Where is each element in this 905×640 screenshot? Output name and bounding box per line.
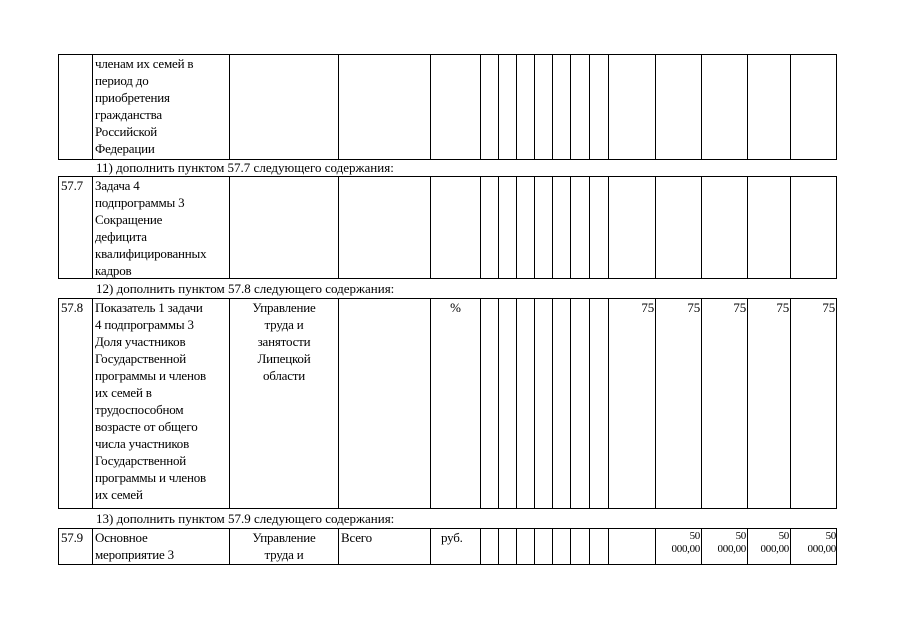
value-cell: 75 xyxy=(733,300,746,315)
table-rule xyxy=(747,176,748,279)
table-rule xyxy=(534,298,535,509)
row-name-cell: Основное мероприятие 3 xyxy=(95,530,174,562)
table-rule xyxy=(747,298,748,509)
table-rule xyxy=(589,298,590,509)
table-rule xyxy=(430,176,431,279)
table-rule xyxy=(790,54,791,160)
table-rule xyxy=(430,528,431,565)
table-rule xyxy=(534,54,535,160)
table-rule xyxy=(498,176,499,279)
executor-cell: Управление труда и xyxy=(252,530,316,562)
table-rule xyxy=(836,176,837,279)
table-rule xyxy=(516,528,517,565)
value-cell: 75 xyxy=(641,300,654,315)
table-rule xyxy=(552,298,553,509)
table-rule xyxy=(58,176,59,279)
row-name-cell: членам их семей в период до приобретения гражданства Российской Федерации xyxy=(95,56,194,156)
table-rule xyxy=(480,528,481,565)
table-rule xyxy=(608,176,609,279)
amendment-note-12: 12) дополнить пунктом 57.8 следующего содержания: xyxy=(96,281,395,296)
amendment-note-11: 11) дополнить пунктом 57.7 следующего содержания: xyxy=(96,160,394,175)
table-rule xyxy=(608,298,609,509)
table-rule xyxy=(229,176,230,279)
table-rule xyxy=(430,298,431,509)
table-rule xyxy=(836,54,837,160)
table-rule xyxy=(516,176,517,279)
value-cell: 75 xyxy=(776,300,789,315)
table-rule xyxy=(516,298,517,509)
funding-source-cell: Всего xyxy=(341,530,372,545)
table-rule xyxy=(570,298,571,509)
table-rule xyxy=(655,298,656,509)
table-rule xyxy=(552,528,553,565)
row-name-cell: Задача 4 подпрограммы 3 Сокращение дефицита квалифицированных кадров xyxy=(95,178,207,278)
table-rule xyxy=(58,54,59,160)
money-value-cell: 50 000,00 xyxy=(807,530,836,555)
table-rule xyxy=(589,176,590,279)
table-rule xyxy=(534,528,535,565)
table-rule xyxy=(790,176,791,279)
table-rule xyxy=(655,54,656,160)
table-rule xyxy=(338,54,339,160)
row-number: 57.9 xyxy=(61,530,83,545)
table-rule xyxy=(570,528,571,565)
table-rule xyxy=(747,54,748,160)
table-rule xyxy=(534,176,535,279)
table-rule xyxy=(498,298,499,509)
table-rule xyxy=(480,54,481,160)
value-cell: 75 xyxy=(822,300,835,315)
table-rule xyxy=(701,54,702,160)
table-rule xyxy=(701,298,702,509)
table-rule xyxy=(552,54,553,160)
table-rule xyxy=(92,176,93,279)
table-rule xyxy=(516,54,517,160)
value-cell: 75 xyxy=(687,300,700,315)
table-rule xyxy=(58,298,59,509)
table-rule xyxy=(92,54,93,160)
unit-cell: руб. xyxy=(441,530,463,545)
money-value-cell: 50 000,00 xyxy=(717,530,746,555)
table-rule xyxy=(836,298,837,509)
table-rule xyxy=(589,54,590,160)
executor-cell: Управление труда и занятости Липецкой области xyxy=(252,300,316,383)
table-rule xyxy=(701,176,702,279)
table-rule xyxy=(92,298,93,509)
table-rule xyxy=(430,54,431,160)
table-rule xyxy=(836,528,837,565)
table-border-bottom xyxy=(58,508,836,509)
amendment-note-13: 13) дополнить пунктом 57.9 следующего содержания: xyxy=(96,511,395,526)
unit-cell: % xyxy=(450,300,461,315)
table-rule xyxy=(229,54,230,160)
table-rule xyxy=(552,176,553,279)
table-rule xyxy=(608,528,609,565)
table-rule xyxy=(498,54,499,160)
table-rule xyxy=(480,176,481,279)
table-rule xyxy=(338,176,339,279)
table-rule xyxy=(92,528,93,565)
table-rule xyxy=(338,528,339,565)
table-rule xyxy=(338,298,339,509)
table-rule xyxy=(655,176,656,279)
table-rule xyxy=(58,528,59,565)
table-rule xyxy=(570,176,571,279)
table-rule xyxy=(570,54,571,160)
row-number: 57.7 xyxy=(61,178,83,193)
row-number: 57.8 xyxy=(61,300,83,315)
table-rule xyxy=(480,298,481,509)
table-border-bottom xyxy=(58,564,836,565)
row-name-cell: Показатель 1 задачи 4 подпрограммы 3 Доля участников Государственной программы и членов их семей в трудоспособном возрасте от общего числа участников Государственной программы и членов их семей xyxy=(95,300,206,502)
money-value-cell: 50 000,00 xyxy=(671,530,700,555)
money-value-cell: 50 000,00 xyxy=(760,530,789,555)
table-rule xyxy=(589,528,590,565)
table-rule xyxy=(790,298,791,509)
table-rule xyxy=(608,54,609,160)
table-rule xyxy=(498,528,499,565)
